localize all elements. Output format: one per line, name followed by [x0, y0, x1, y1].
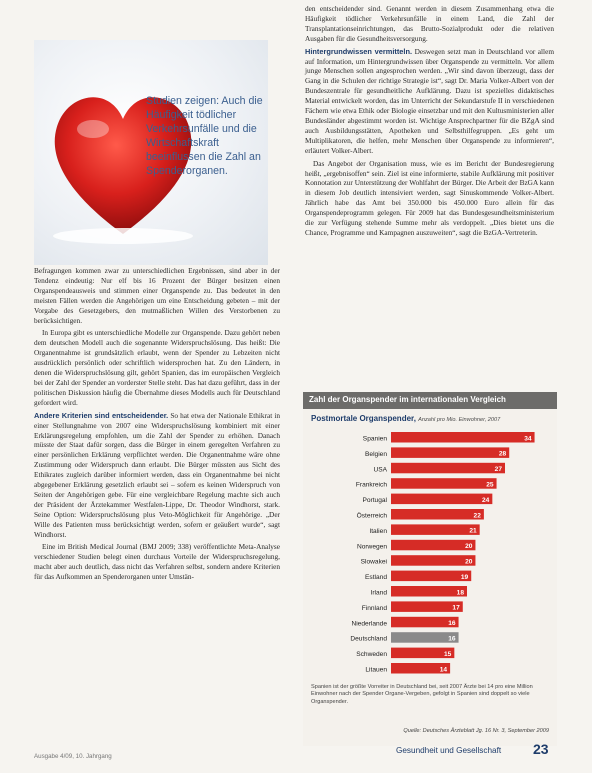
- bar-label: Norwegen: [356, 543, 387, 551]
- chart-footnote: Spanien ist der größte Vorreiter in Deutschland bei, seit 2007 Ärzte bei 14 pro eine Million Einwohner nach der Spender Organe-Vergeben, gefolgt in Spanien sind doppelt so viele Organspender.: [311, 684, 533, 705]
- bar-value: 14: [439, 666, 448, 674]
- chart-subtitle: [303, 409, 557, 423]
- bar-value: 24: [481, 496, 490, 504]
- right-paragraph-3: Das Angebot der Organisation muss, wie es im Bericht der Bundesregierung heißt, „ergebnisoffen“ sein. Ziel ist eine informierte, stabile Aufklärung mit positiver Konnotation zur Unterstützung der Wohlfahrt der Bürger. Die Arbeit der BzGA kann in diesem Job deutlich intensiviert werden, sagt Sinuskommende Volker-Albert. Jährlich habe das Amt bei 350.000 bis 450.000 Euro allein für das Organspendeprogramm gelegen. Für 2009 hat das Bundesgesundheitsministerium die zur Verfügung stehende Summe mehr als verdoppelt. „Dies bietet uns die Chance, Programme und Kampagnen auszuweiten“, sagt die BzGA-Vertreterin.: [305, 158, 554, 237]
- section-label: Gesundheit und Gesellschaft: [396, 746, 502, 755]
- bar-value: 16: [448, 635, 456, 643]
- chart-subtitle-note: Anzahl pro Mio. Einwohner, 2007: [418, 417, 501, 423]
- chart-subtitle-main: Postmortale Organspender,: [311, 414, 416, 423]
- chart-bars: [303, 428, 557, 684]
- left-paragraph-4: Eine im British Medical Journal (BMJ 2009; 338) veröffentlichte Meta-Analyse verschiedener Studien belegt einen durchaus Vorteile der Widerspruchsregelung, macht aber auch deutlich, dass nicht das Verfahren selbst, sondern andere Kriterien für das Aufkommen an Spenderorganen unter Umstän-: [34, 542, 280, 582]
- bar: [391, 509, 484, 520]
- issue-label: Ausgabe 4/09, 10. Jahrgang: [34, 753, 112, 760]
- background-text: Deswegen setzt man in Deutschland vor allem auf Information, um Hintergrundwissen über Organspende zu vermitteln. Vor allem junge Menschen sollen angesprochen werden. „Wir sind davon überzeugt, dass der Gang in die Schulen der richtige Strategie ist“, sagt Dr. Maria Volker-Albert von der Bundeszentrale für gesundheitliche Aufklärung. Dazu ist spezielles didaktisches Material entwickelt worden, das im Unterricht der Sekundarstufe II in verschiedenen Fächern wie etwa Ethik oder Biologie einsetzbar und mit den Kultusministerien aller Bundesländer abgestimmt worden ist. Wichtige Ansprechpartner für die BZgA sind auch Ausbildungsstätten, Apotheken und Selbsthilfegruppen. „Es geht um Multiplikatoren, die helfen, mehr Menschen über Organspende zu informieren“, erläutert Volker-Albert.: [305, 46, 554, 155]
- bar: [391, 586, 467, 597]
- hero-caption: Studien zeigen: Auch die Häufigkeit tödlicher Verkehrsunfälle und die Wirtschaftskraft beeinflussen die Zahl an Spenderorganen.: [146, 95, 263, 177]
- criteria-text: So hat etwa der Nationale Ethikrat in einer Stellungnahme von 2007 eine Widerspruchslösung kombiniert mit einer Erklärungsregelung empfohlen, um die Zahl der Spender zu erhöhen. Danach müsste der Staat dafür sorgen, dass die Bürger in einem geregelten Verfahren zu einer persönlichen Erklärung verpflichtet werden. Die Organentnahme wäre ohne Zustimmung oder Widerspruch dann erlaubt. Die Bürger müssten aus Sicht des Ethikrates zugleich darüber informiert werden, dass ein Organentnahme bei nicht abgegebener Erklärung gesetzlich erlaubt sei – sofern es keinen Widerspruch von Seiten der Angehörigen gebe. Für eine vergleichbare Regelung machte sich auch der Präsident der Ärztekammer Westfalen-Lippe, Dr. Theodor Windhorst, stark. Seine Option: Widerspruchslösung plus Veto-Möglichkeit für Angehörige. „Der Wille des Patienten muss berücksichtigt werden, sofern er geäußert wurde“, sagt Windhorst.: [34, 410, 281, 539]
- bar-label: Niederlande: [351, 620, 387, 628]
- bar: [391, 478, 497, 489]
- bar-value: 27: [494, 466, 502, 474]
- bar: [391, 447, 509, 458]
- bar-label: Spanien: [362, 435, 387, 443]
- bar-value: 21: [469, 527, 477, 535]
- bar-label: Italien: [369, 527, 387, 535]
- right-paragraph-1: den entscheidender sind. Genannt werden in diesem Zusammenhang etwa die Häufigkeit tödlicher Verkehrsunfälle in einem Land, die Zahl der Transplantationseinrichtungen, das Brutto-Sozialprodukt oder die relativen Ausgaben für die Gesundheitsversorgung.: [305, 4, 554, 43]
- right-column: [305, 4, 554, 241]
- bar-value: 16: [448, 620, 456, 628]
- left-paragraph-2: In Europa gibt es unterschiedliche Modelle zur Organspende. Dazu gehört neben dem deutschen Modell auch die sogenannte Widerspruchslösung. Das heißt: Die Organentnahme ist grundsätzlich erlaubt, wenn der Spender zu Lebzeiten nicht ausdrücklich persönlich oder schriftlich widersprochen hat. Zu den Ländern, in denen die Widerspruchslösung gilt, gehört Spanien, das im europäischen Vergleich bei der Zahl der Spender an vorderster Stelle steht. Das hat dazu geführt, dass in der politischen Diskussion häufig die Übernahme dieses Modells auch für Deutschland gefordert wird.: [34, 328, 280, 407]
- left-paragraph-1: Befragungen kommen zwar zu unterschiedlichen Ergebnissen, sind aber in der Tendenz eindeutig: Nur elf bis 16 Prozent der Bürger besitzen einen Organspendeausweis und stimmen einer Organspende zu. Das bedeutet in den meisten Fällen werden die Angehörigen um eine Entscheidung gebeten – mit der Vorgabe des Gesetzgebers, den mutmaßlichen Willen des Verstorbenen zu berücksichtigen.: [34, 266, 280, 325]
- bar-value: 19: [460, 573, 469, 581]
- bar-value: 20: [465, 543, 473, 551]
- bar-label: Schweden: [356, 651, 387, 659]
- bar-label: USA: [373, 466, 387, 474]
- bar: [391, 494, 492, 505]
- bar-label: Belgien: [365, 450, 387, 458]
- bar-label: Frankreich: [355, 481, 387, 489]
- bar-label: Irland: [370, 589, 387, 597]
- bar-value: 34: [524, 435, 532, 443]
- bar-label: Finnland: [361, 604, 387, 612]
- bar: [391, 524, 480, 535]
- bar-label: Österreich: [356, 512, 387, 520]
- section-heading-criteria: Andere Kriterien sind entscheidender.: [34, 410, 169, 420]
- bar: [391, 432, 535, 443]
- bar-value: 25: [486, 481, 494, 489]
- bar-label: Deutschland: [350, 635, 387, 643]
- bar-value: 28: [498, 450, 507, 458]
- bar-label: Portugal: [362, 497, 387, 505]
- bar-value: 20: [465, 558, 473, 566]
- bar-label: Slowakei: [360, 558, 387, 566]
- bar-value: 18: [456, 589, 464, 597]
- bar: [391, 555, 475, 566]
- bar-value: 22: [473, 512, 481, 520]
- bar-value: 15: [443, 650, 452, 658]
- bar-value: 17: [452, 604, 460, 612]
- bar: [391, 463, 505, 474]
- section-heading-background: Hintergrundwissen vermitteln.: [305, 46, 413, 56]
- bar-label: Litauen: [365, 666, 387, 674]
- bar: [391, 571, 471, 582]
- hero-image: [34, 40, 268, 265]
- donor-comparison-chart: [303, 392, 557, 746]
- chart-source: Quelle: Deutsches Ärzteblatt Jg. 16 Nr. 3, September 2009: [403, 728, 549, 734]
- left-column: [34, 266, 280, 585]
- bar-label: Estland: [365, 574, 387, 582]
- page-number: 23: [533, 741, 549, 757]
- chart-header: Zahl der Organspender im internationalen Vergleich: [303, 392, 557, 409]
- bar: [391, 540, 475, 551]
- right-section-background: [305, 47, 554, 156]
- left-section-criteria: [34, 411, 280, 540]
